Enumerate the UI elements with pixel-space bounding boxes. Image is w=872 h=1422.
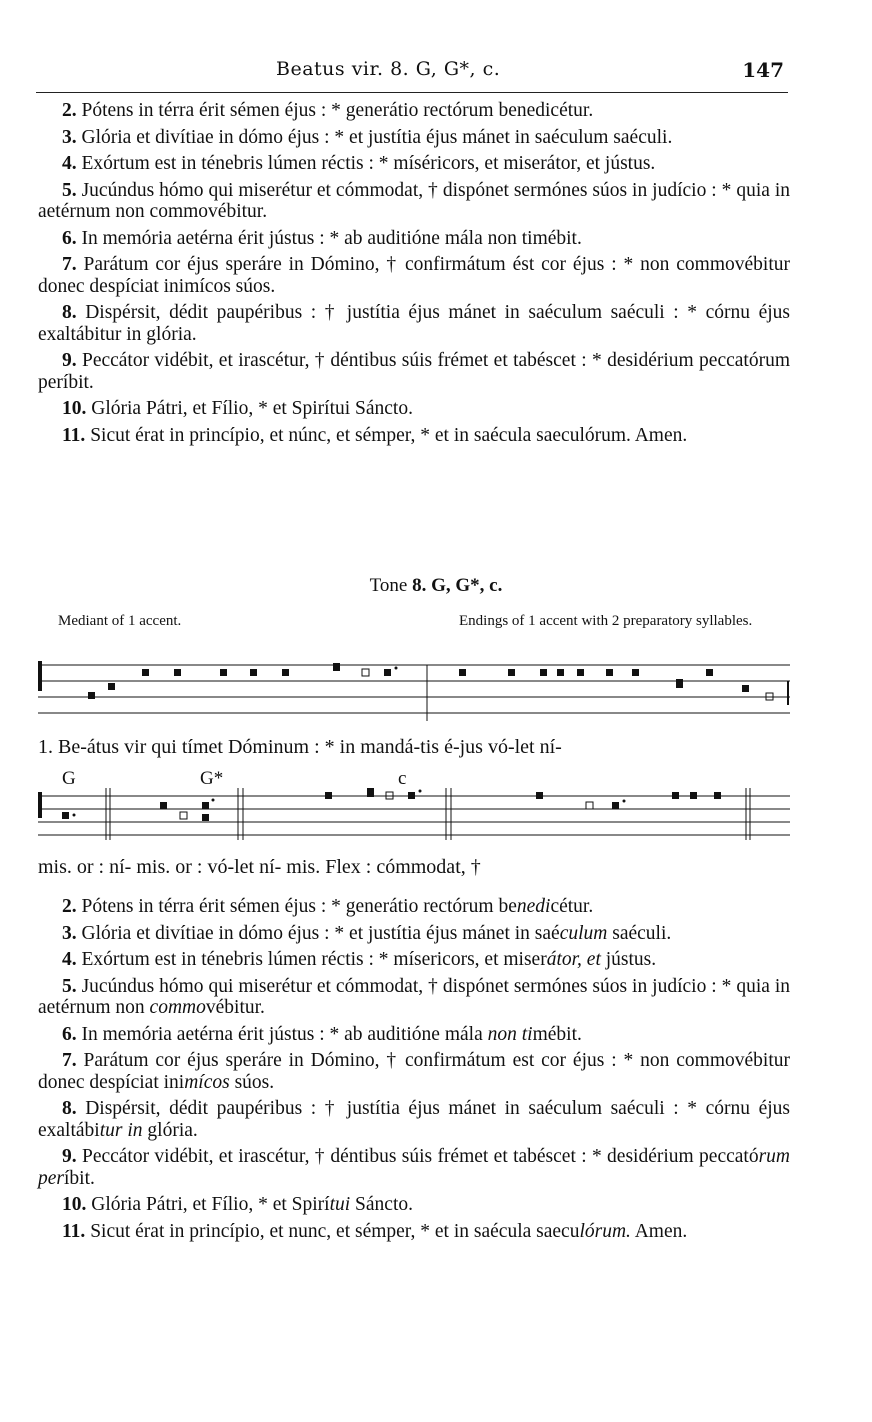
verse-number: 2. <box>62 100 77 121</box>
do-clef-icon <box>38 661 42 691</box>
chant-staff-2 <box>0 788 872 858</box>
verse-text: In memória aetérna érit jústus : * ab auditióne mála non timébit. <box>81 227 582 249</box>
verse-number: 7. <box>62 1050 77 1071</box>
verse <box>38 153 790 175</box>
verse-text-end: vébitur. <box>205 997 265 1018</box>
verse-text: Jucúndus hómo qui miserétur et cómmodat, † dispónet sermónes súos in judício : * quia in aetérnum non <box>38 975 790 1018</box>
verse-text-end: súos. <box>229 1071 275 1093</box>
running-title: Beatus vir. 8. G, G*, c. <box>276 58 501 80</box>
verse-text-end: Amen. <box>630 1220 688 1242</box>
verse-text: Glória et divítiae in dómo éjus : * et justítia éjus mánet in saé <box>81 922 560 944</box>
verse-number: 11. <box>62 424 86 446</box>
verse-text-end: mébit. <box>532 1023 582 1045</box>
pointed-syllables: mícos <box>184 1071 230 1093</box>
verse-text-end: saéculi. <box>607 922 672 944</box>
pointed-verses <box>38 896 790 1247</box>
verse <box>38 100 790 122</box>
verse-number: 2. <box>62 896 77 917</box>
verse-number: 3. <box>62 126 77 148</box>
verse-text: Exórtum est in ténebris lúmen réctis : * mísericors, et miser <box>81 949 547 970</box>
pointed-verse <box>38 896 790 918</box>
pointed-syllables: lórum. <box>579 1220 631 1242</box>
pointed-syllables: átor, et <box>546 949 601 970</box>
verse-text-end: íbit. <box>64 1167 95 1189</box>
verse-text-end: Sáncto. <box>350 1194 413 1215</box>
verse-number: 6. <box>62 1023 77 1045</box>
verse-text: Pótens in térra érit sémen éjus : * generátio rectórum benedicétur. <box>81 100 594 121</box>
example-line-2: mis. or : ní- mis. or : vó-let ní- mis. Flex : cómmodat, † <box>38 856 481 878</box>
verse <box>38 425 790 447</box>
verse-text-end: glória. <box>142 1119 198 1141</box>
do-clef-icon <box>38 792 42 818</box>
verse-number: 9. <box>62 350 77 371</box>
verse-number: 8. <box>62 302 77 323</box>
verse-text: Exórtum est in ténebris lúmen réctis : * míséricors, et miserátor, et jústus. <box>81 153 656 174</box>
pointed-verse <box>38 976 790 1019</box>
verse-text: Dispérsit, dédit paupéribus : † justítia éjus mánet in saéculum saéculi : * córnu éjus exaltábi <box>38 1098 790 1141</box>
chant-staff-1 <box>0 655 872 725</box>
verse-text: Parátum cor éjus speráre in Dómino, † confirmátum ést cor éjus : * non commovébitur donec despíciat inimícos súos. <box>38 254 790 297</box>
verse-number: 11. <box>62 1220 86 1242</box>
pointed-syllables: tui <box>329 1194 351 1215</box>
verse-text-end: cétur. <box>550 896 594 917</box>
verse-number: 9. <box>62 1146 77 1167</box>
plain-verses <box>38 100 790 451</box>
verse-text: Sicut érat in princípio, et núnc, et sémper, * et in saécula saeculórum. Amen. <box>90 424 688 446</box>
pointed-verse <box>38 1221 790 1243</box>
pointed-syllables: nedi <box>516 896 551 917</box>
verse <box>38 127 790 149</box>
verse-text: Glória Pátri, et Fílio, * et Spirítui Sáncto. <box>91 398 413 419</box>
pointed-syllables: culum <box>559 922 608 944</box>
pointed-verse <box>38 1146 790 1189</box>
verse-text: In memória aetérna érit jústus : * ab auditióne mála <box>81 1023 488 1045</box>
pointed-verse <box>38 949 790 971</box>
verse <box>38 254 790 297</box>
verse-text: Dispérsit, dédit paupéribus : † justítia éjus mánet in saéculum saéculi : * córnu éjus exaltábitur in glória. <box>38 302 790 345</box>
pointed-verse <box>38 1194 790 1216</box>
verse <box>38 228 790 250</box>
pointed-syllables: tur in <box>99 1119 143 1141</box>
verse <box>38 350 790 393</box>
pointed-syllables: rum per <box>38 1146 790 1189</box>
verse-number: 8. <box>62 1098 77 1119</box>
verse-text: Peccátor vidébit, et irascétur, † déntibus súis frémet et tabéscet : * desidérium peccatórum períbit. <box>38 350 791 393</box>
verse-number: 4. <box>62 153 77 174</box>
verse-number: 5. <box>62 179 77 201</box>
ending-label-g-star: G* <box>200 768 224 789</box>
verse-text: Glória et divítiae in dómo éjus : * et justítia éjus mánet in saéculum saéculi. <box>81 126 673 148</box>
verse-number: 7. <box>62 254 77 275</box>
ending-label-c: c <box>398 768 407 789</box>
verse <box>38 398 790 420</box>
verse-text: Glória Pátri, et Fílio, * et Spirí <box>91 1194 330 1215</box>
pointed-verse <box>38 1098 790 1141</box>
page-header <box>36 58 788 86</box>
tone-title: Tone 8. G, G*, c. <box>369 575 503 596</box>
verse-text: Peccátor vidébit, et irascétur, † déntibus súis frémet et tabéscet : * desidérium peccató <box>81 1146 759 1167</box>
ending-label-g: G <box>62 768 76 789</box>
pointed-verse <box>38 1024 790 1046</box>
verse-text: Parátum cor éjus speráre in Dómino, † confirmátum est cor éjus : * non commovébitur donec despíciat ini <box>38 1050 790 1093</box>
mediant-label: Mediant of 1 accent. <box>58 613 182 629</box>
header-rule <box>36 92 788 93</box>
pointed-syllables: commo <box>149 997 206 1018</box>
page-number: 147 <box>742 58 784 82</box>
pointed-syllables: non ti <box>487 1023 533 1045</box>
example-line-1: 1. Be-átus vir qui tímet Dóminum : * in mandá-tis é-jus vó-let ní- <box>38 736 562 758</box>
verse-number: 10. <box>62 1194 87 1215</box>
verse-number: 4. <box>62 949 77 970</box>
verse-number: 6. <box>62 227 77 249</box>
verse-text-end: jústus. <box>600 949 657 970</box>
verse-number: 3. <box>62 922 77 944</box>
verse-text: Pótens in térra érit sémen éjus : * generátio rectórum be <box>81 896 517 917</box>
verse-number: 5. <box>62 975 77 997</box>
verse <box>38 180 790 223</box>
verse-text: Jucúndus hómo qui miserétur et cómmodat, † dispónet sermónes súos in judício : * quia in aetérnum non commovébitur. <box>38 179 790 222</box>
pointed-verse <box>38 1050 790 1093</box>
verse <box>38 302 790 345</box>
pointed-verse <box>38 923 790 945</box>
verse-text: Sicut érat in princípio, et nunc, et sémper, * et in saécula saecu <box>90 1220 580 1242</box>
verse-number: 10. <box>62 398 87 419</box>
endings-label: Endings of 1 accent with 2 preparatory syllables. <box>459 613 753 629</box>
